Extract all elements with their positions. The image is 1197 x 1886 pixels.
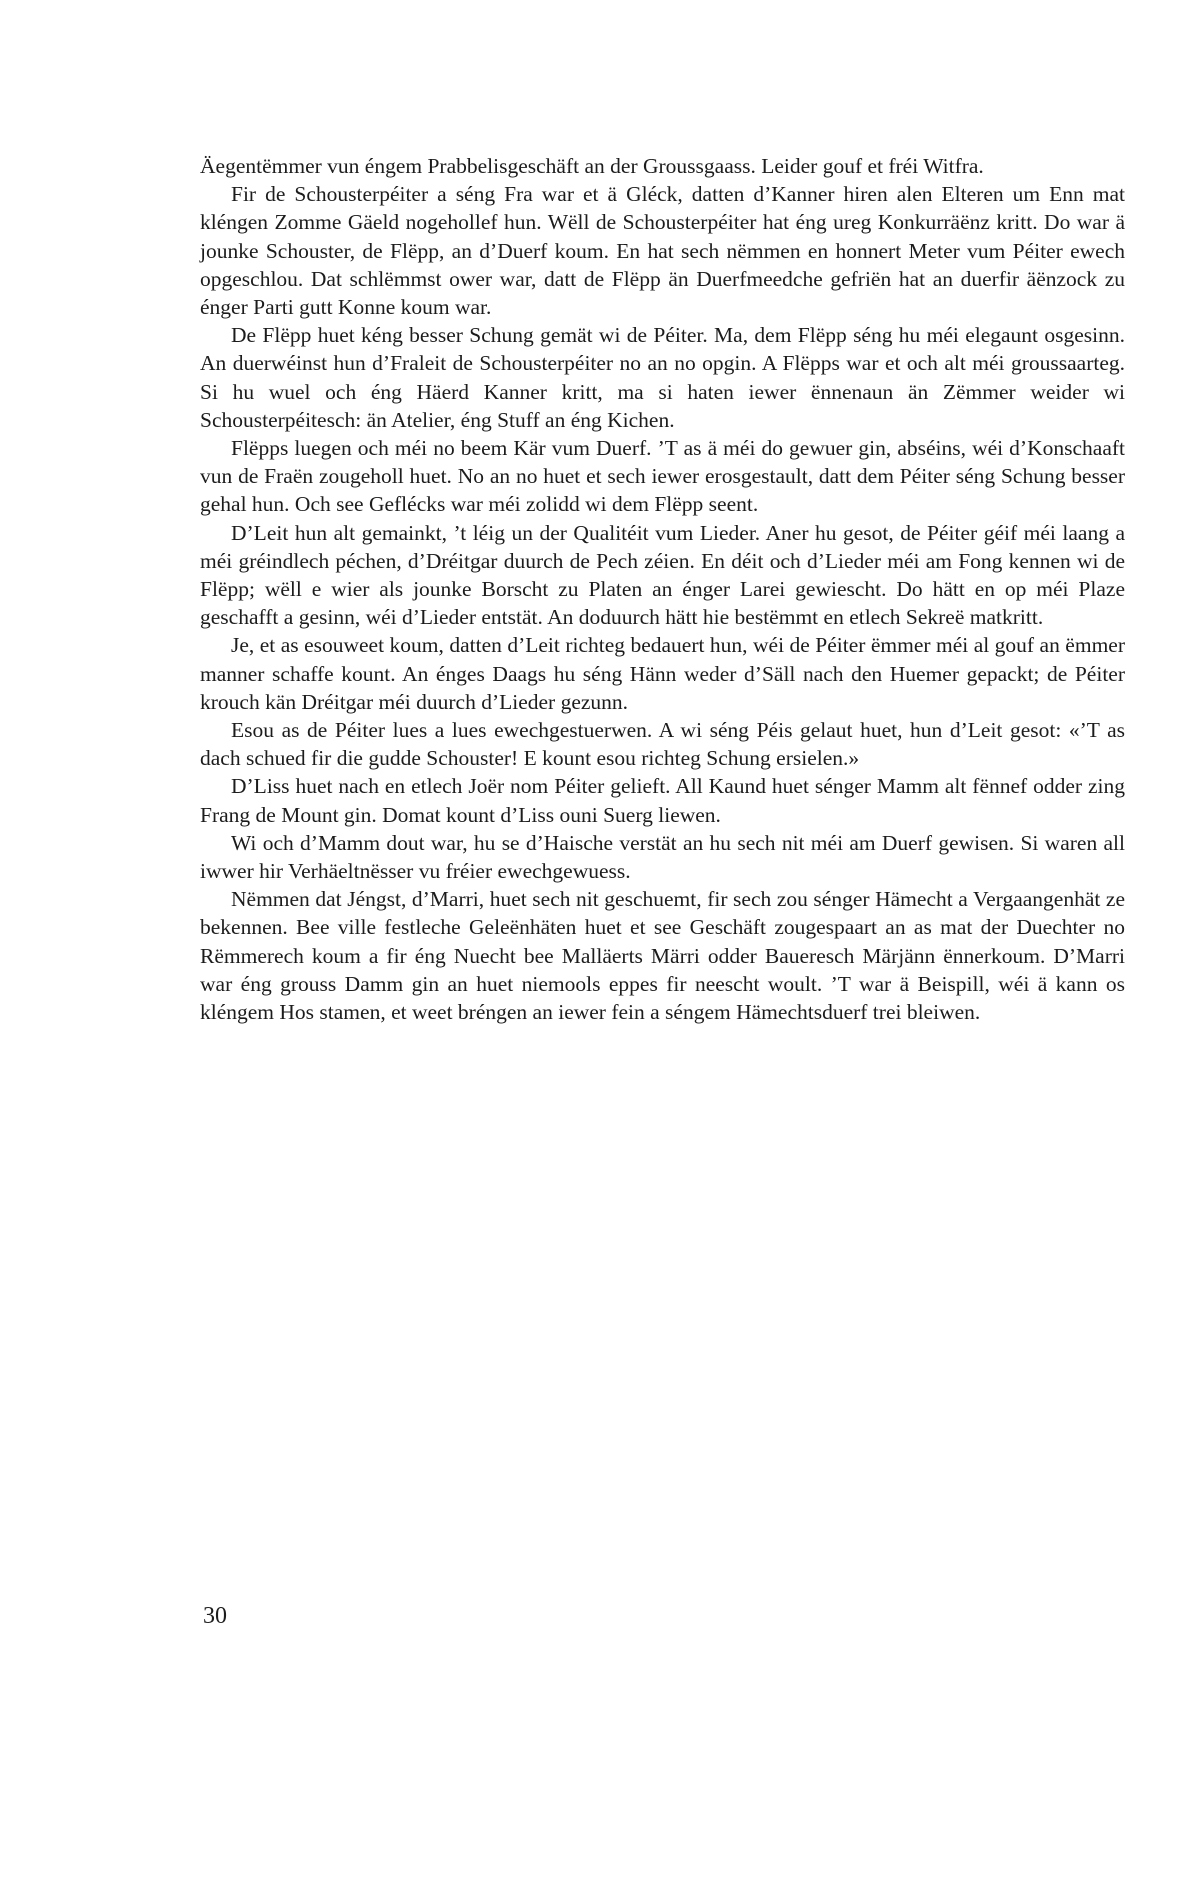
paragraph: Esou as de Péiter lues a lues ewechgestuerwen. A wi séng Péis gelaut huet, hun d’Leit gesot: «’T as dach schued fir die gudde Schouster! E kount esou richteg Schung ersielen.» (200, 718, 1125, 771)
paragraph: Je, et as esouweet koum, datten d’Leit richteg bedauert hun, wéi de Péiter ëmmer méi al gouf an ëmmer manner schaffe kount. An énges Daags hu séng Hänn weder d’Säll nach den Huemer gepackt; de Péiter krouch kän Dréitgar méi duurch d’Lieder gezunn. (200, 633, 1125, 714)
paragraph: Nëmmen dat Jéngst, d’Marri, huet sech nit geschuemt, fir sech zou sénger Hämecht a Vergaangenhät ze bekennen. Bee ville festleche Geleënhäten huet et see Geschäft zougespaart an as mat der Duechter no Rëmmerech koum a fir éng Nuecht bee Malläerts Märri odder Baueresch Märjänn ënnerkoum. D’Marri war éng grouss Damm gin an huet niemools eppes fir neescht woult. ’T war ä Beispill, wéi ä kann os kléngem Hos stamen, et weet bréngen an iewer fein a séngem Hämechtsduerf trei bleiwen. (200, 887, 1125, 1025)
paragraph: D’Liss huet nach en etlech Joër nom Péiter gelieft. All Kaund huet sénger Mamm alt fënnef odder zing Frang de Mount gin. Domat kount d’Liss ouni Suerg liewen. (200, 774, 1125, 827)
paragraph: Äegentëmmer vun éngem Prabbelisgeschäft an der Groussgaass. Leider gouf et fréi Witfra. (200, 154, 984, 178)
paragraph: Flëpps luegen och méi no beem Kär vum Duerf. ’T as ä méi do gewuer gin, abséins, wéi d’Konschaaft vun de Fraën zougeholl huet. No an no huet et sech iewer erosgestault, datt dem Péiter séng Schung besser gehal hun. Och see Geflécks war méi zolidd wi dem Flëpp seent. (200, 436, 1125, 517)
paragraph: D’Leit hun alt gemainkt, ’t léig un der Qualitéit vum Lieder. Aner hu gesot, de Péiter géif méi laang a méi gréindlech péchen, d’Dréitgar duurch de Pech zéien. En déit och d’Lieder méi am Fong kennen wi de Flëpp; wëll e wier als jounke Borscht zu Platen an énger Larei gewiescht. Do hätt en op méi Plaze geschafft a gesinn, wéi d’Lieder entstät. An doduurch hätt hie bestëmmt en etlech Sekreë matkritt. (200, 520, 1125, 630)
paragraph: Wi och d’Mamm dout war, hu se d’Haische verstät an hu sech nit méi am Duerf gewisen. Si waren all iwwer hir Verhäeltnësser vu fréier ewechgewuess. (200, 830, 1125, 884)
paragraph: De Flëpp huet kéng besser Schung gemät wi de Péiter. Ma, dem Flëpp séng hu méi elegaunt osgesinn. An duerwéinst hun d’Fraleit de Schousterpéiter no an no opgin. A Flëpps war et och alt méi groussaarteg. Si hu wuel och éng Häerd Kanner kritt, ma si haten iewer ënnenaun än Zëmmer weider wi Schousterpéitesch: än Atelier, éng Stuff an éng Kichen. (200, 323, 1125, 432)
paragraph: Fir de Schousterpéiter a séng Fra war et ä Gléck, datten d’Kanner hiren alen Elteren um Enn mat kléngen Zomme Gäeld nogehollef hun. Wëll de Schousterpéiter hat éng ureg Konkurräënz kritt. Do war ä jounke Schouster, de Flëpp, an d’Duerf koum. En hat sech nëmmen en honnert Meter vum Péiter ewech opgeschlou. Dat schlëmmst ower war, datt de Flëpp än Duerfmeedche gefriën hat an duerfir äënzock zu énger Parti gutt Konne koum war. (200, 182, 1125, 320)
page-number: 30 (203, 1603, 227, 1629)
body-text (200, 152, 1125, 1026)
